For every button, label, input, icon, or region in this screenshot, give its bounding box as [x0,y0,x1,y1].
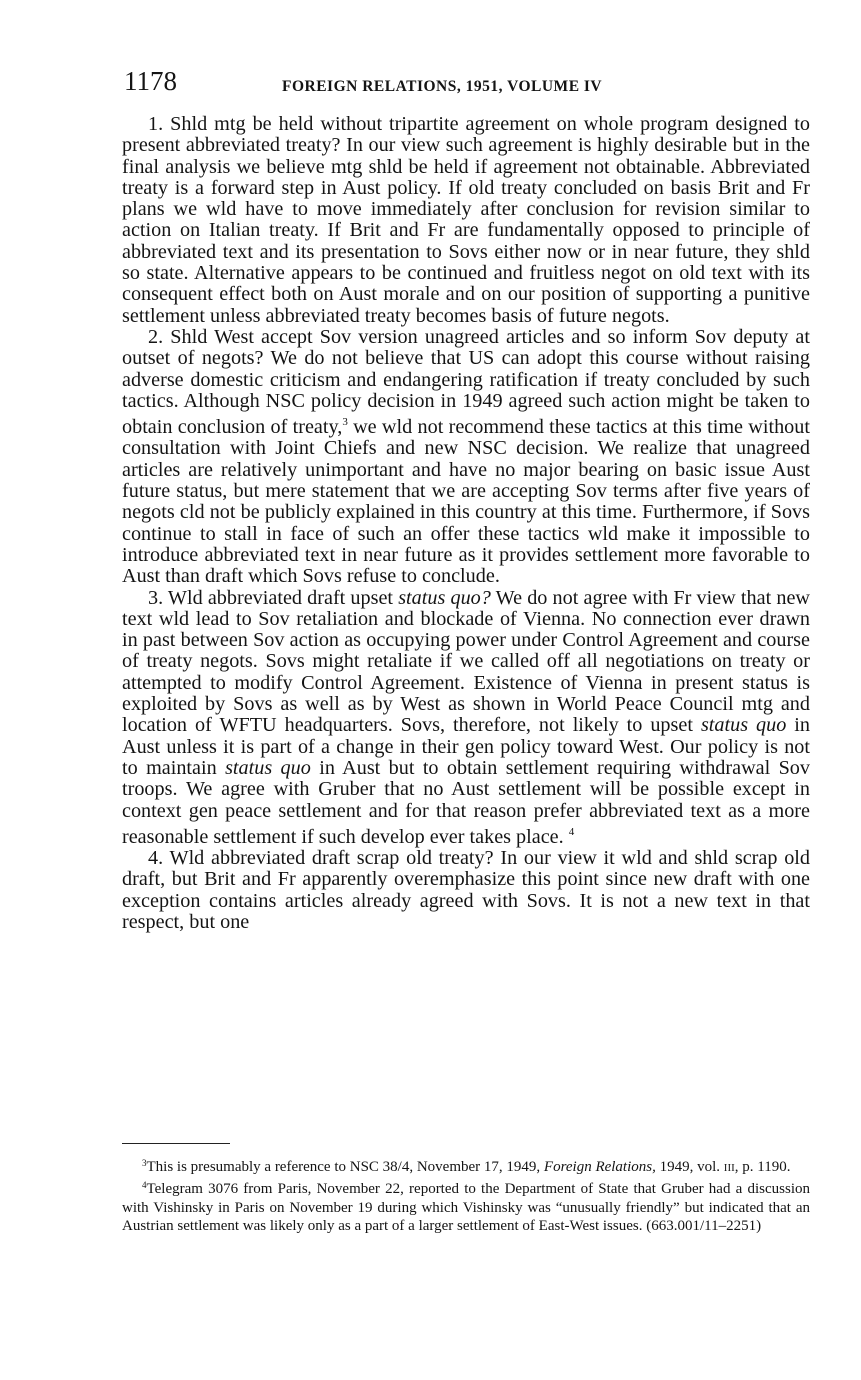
page-number: 1178 [124,66,177,96]
footnote-4 [122,1176,810,1235]
paragraph-3-italic-3: status quo [225,756,311,779]
footnote-3-italic: Foreign Relations, [543,1159,656,1175]
footnote-4-text: Telegram 3076 from Paris, November 22, reported to the Department of State that Gruber had a discussion with Vishinsky in Paris on November 19 during which Vishinsky was “unusually friendly” but indicated that an Austrian settlement was likely only as a part of a larger settlement of East-West issues. (663.001/11–2251) [122,1181,810,1234]
footnote-3-text-c: , p. 1190. [734,1159,791,1175]
paragraph-2-text-b: we wld not recommend these tactics at this time without consultation with Joint Chiefs and new NSC decision. We realize that unagreed articles are relatively unimportant and have no major bearing on basic issue Aust future status, but mere statement that we are accepting Sov terms after five years of negots cld not be publicly explained in this country at this time. Furthermore, if Sovs continue to stall in face of such an offer these tactics wld make it impossible to introduce abbreviated text in near future as it provides settlement more favorable to Aust than draft which Sovs refuse to conclude. [122,416,810,588]
paragraph-1: 1. Shld mtg be held without tripartite agreement on whole program designed to present abbreviated treaty? In our view such agreement is highly desirable but in the final analysis we believe mtg shld be held if agreement not obtainable. Abbreviated treaty is a forward step in Aust policy. If old treaty concluded on basis Brit and Fr plans we wld have to move immediately after conclusion for revision similar to action on Italian treaty. If Brit and Fr are fundamentally opposed to principle of abbreviated text and its presentation to Sovs either now or in near future, they shld so state. Alternative appears to be continued and fruitless negot on old text with its consequent effect both on Aust morale and on our position of supporting a punitive settlement unless abbreviated treaty becomes basis of future negots. [122,113,810,327]
page-header [124,66,814,106]
paragraph-2 [122,327,810,588]
footnote-ref-3: 3 [342,416,348,429]
paragraph-3-italic-2: status quo [700,714,787,737]
footnote-3 [122,1154,810,1176]
footnotes [122,1154,810,1235]
paragraph-3-text-d: in Aust but to obtain settlement requiring withdrawal Sov troops. We agree with Gruber that no Aust settlement will be possible except in context gen peace settlement and for that reason prefer abbreviated text as a more reasonable settlement if such develop ever takes place. [122,756,810,848]
footnote-3-text-b: 1949, vol. [655,1159,724,1175]
footnote-divider [122,1143,230,1144]
footnote-4-mark: 4 [142,1180,147,1191]
paragraph-3-italic-1: status quo? [398,586,491,609]
running-head: FOREIGN RELATIONS, 1951, VOLUME IV [282,78,603,95]
paragraph-3-text-c: in Aust unless it is part of a change in their gen policy toward West. Our policy is not to maintain [122,714,811,779]
footnote-3-mark: 3 [142,1158,147,1168]
paragraph-3-text-a: 3. Wld abbreviated draft upset [148,586,399,609]
body-text [122,114,810,933]
paragraph-2-text-a: 2. Shld West accept Sov version unagreed articles and so inform Sov deputy at outset of negots? We do not believe that US can adopt this course without raising adverse domestic criticism and endangering ratification if treaty concluded by such tactics. Although NSC policy decision in 1949 agreed such action might be taken to obtain conclusion of treaty, [122,325,810,439]
paragraph-4: 4. Wld abbreviated draft scrap old treaty? In our view it wld and shld scrap old draft, but Brit and Fr apparently overemphasize this point since new draft with one exception contains articles already agreed with Sovs. It is not a new text in that respect, but one [122,847,810,933]
paragraph-3 [122,588,810,849]
footnote-ref-4: 4 [568,825,575,838]
footnote-3-text-a: This is presumably a reference to NSC 38/4, November 17, 1949, [146,1159,544,1175]
footnote-3-volume: iii [723,1159,735,1175]
paragraph-3-text-b: We do not agree with Fr view that new text wld lead to Sov retaliation and blockade of Vienna. No connection ever drawn in past between Sov action as occupying power under Control Agreement and course of treaty negots. Sovs might retaliate if we called off all negotiations on treaty or attempted to modify Control Agreement. Existence of Vienna in present status is exploited by Sovs as well as by West as shown in World Peace Council mtg and location of WFTU headquarters. Sovs, therefore, not likely to upset [122,586,810,737]
